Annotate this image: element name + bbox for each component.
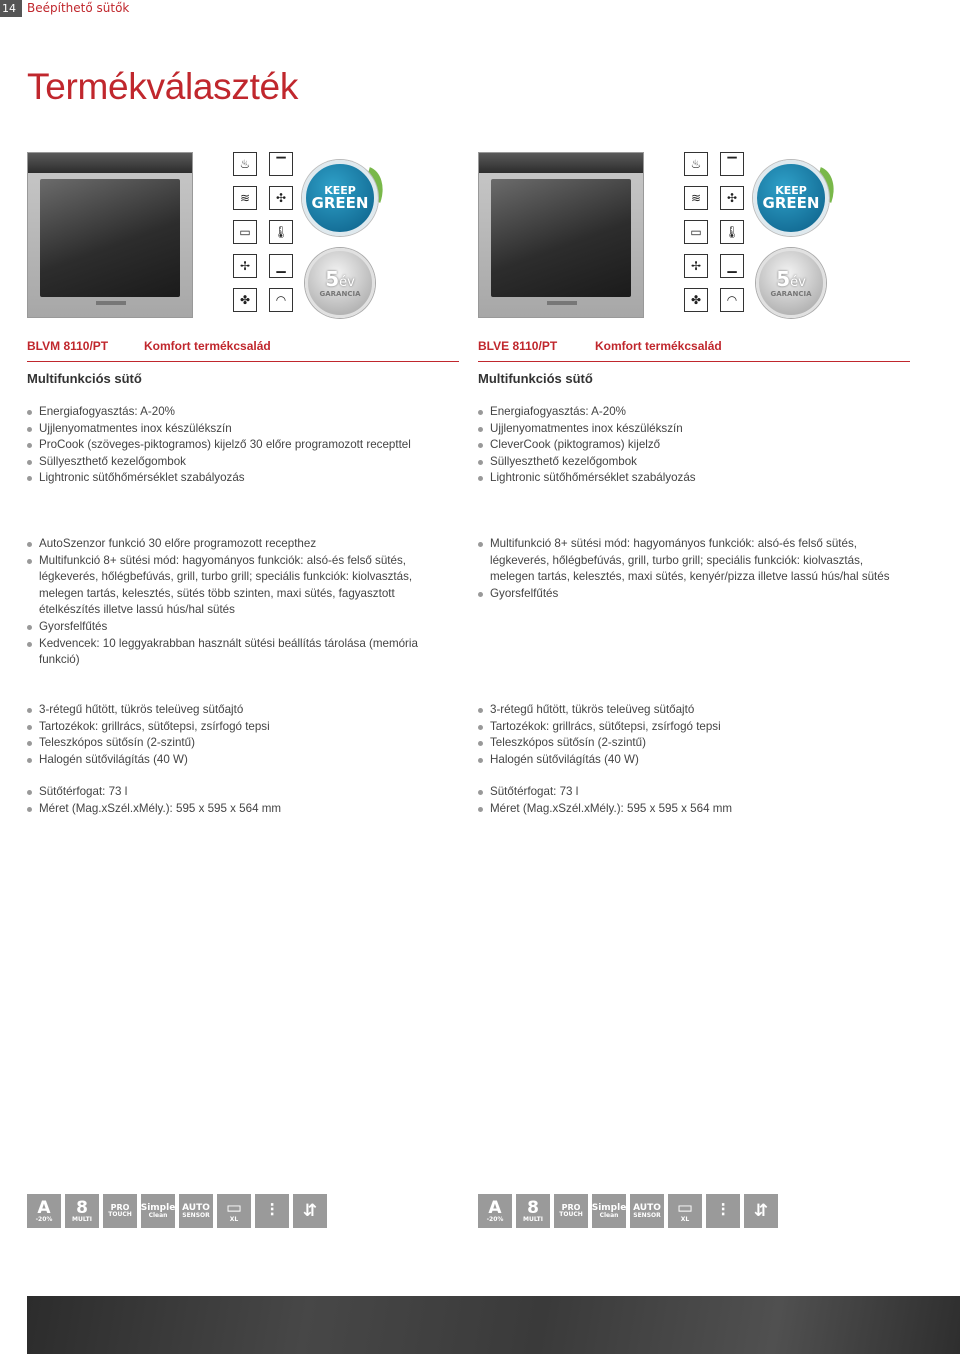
keep-label: KEEP [775, 184, 807, 197]
feature-item: Méret (Mag.xSzél.xMély.): 595 x 595 x 564 mm [478, 801, 910, 818]
icon-main-label: AUTO [633, 1202, 661, 1213]
feature-item: Multifunkció 8+ sütési mód: hagyományos funkciók: alsó-és felső sütés, légkeverés, hőlégbefúvás, grill, turbo grill; speciális funkciók: kiolvasztás, melegen tartás, kelesztés, maxi sütés, kenyér/pizza illetve lassú hús/hal sütés [478, 536, 910, 586]
feature-list-main [27, 404, 459, 487]
feature-item: Lightronic sütőhőmérséklet szabályozás [27, 470, 459, 487]
green-label: GREEN [311, 194, 369, 212]
icon-main-label: ⇵ [302, 1200, 318, 1221]
feature-item: Lightronic sütőhőmérséklet szabályozás [478, 470, 910, 487]
icon-main-label: 8 [527, 1197, 539, 1218]
bread-icon: ◠ [720, 288, 744, 312]
xl-tray-icon: ▭ [233, 220, 257, 244]
icon-sub-label: MULTI [72, 1215, 92, 1223]
feature-item: AutoSzenzor funkció 30 előre programozott recepthez [27, 536, 459, 553]
pizza-function-icon: ♨ [233, 152, 257, 176]
icon-main-label: ▭ [225, 1197, 243, 1218]
page-number: 14 [0, 0, 22, 17]
bottom-heat-icon: ▁ [269, 254, 293, 278]
feature-item: 3-rétegű hűtött, tükrös teleüveg sütőajtó [478, 702, 910, 719]
pizza-function-icon: ♨ [684, 152, 708, 176]
feature-list-main [478, 404, 910, 487]
multi8-icon [65, 1194, 99, 1228]
icon-main-label: ⫶ [269, 1200, 275, 1221]
procook-icon [103, 1194, 137, 1228]
fan-icon: ✢ [684, 254, 708, 278]
keep-green-badge [302, 160, 378, 236]
bottom-heat-icon: ▁ [720, 254, 744, 278]
feature-item: Tartozékok: grillrács, sütőtepsi, zsírfogó tepsi [27, 719, 459, 736]
product-type: Multifunkciós sütő [27, 371, 142, 386]
icon-sub-label: -20% [35, 1215, 53, 1223]
xl-tray-icon: ▭ [684, 220, 708, 244]
product-family: Komfort termékcsalád [144, 339, 271, 353]
icon-sub-label: SENSOR [182, 1211, 210, 1219]
icon-main-label: ⇵ [753, 1200, 769, 1221]
keep-label: KEEP [324, 184, 356, 197]
warranty-unit: év [339, 274, 355, 290]
icon-main-label: Simple [140, 1202, 176, 1213]
auto-sensor-icon [179, 1194, 213, 1228]
section-rule [478, 361, 910, 362]
simple-clean-icon [141, 1194, 175, 1228]
energy-icon [27, 1194, 61, 1228]
procook-icon [554, 1194, 588, 1228]
warranty-label: GARANCIA [319, 289, 361, 298]
function-pictogram-grid [684, 152, 744, 312]
stone-footer-band [27, 1296, 960, 1354]
feature-item: Kedvencek: 10 leggyakrabban használt sütési beállítás tárolása (memória funkció) [27, 636, 459, 669]
feature-list-dimensions [27, 784, 459, 817]
warranty-label: GARANCIA [770, 289, 812, 298]
feature-item: Sütőtérfogat: 73 l [478, 784, 910, 801]
feature-item: Multifunkció 8+ sütési mód: hagyományos funkciók: alsó-és felső sütés, légkeverés, hőlégbefúvás, grill, turbo grill; speciális funkciók: kiolvasztás, melegen tartás, kelesztés, sütés több szinten, maxi sütés, fagyasztott ételkészítés illetve lassú hús/hal sütés [27, 553, 459, 619]
xl-icon [668, 1194, 702, 1228]
feature-item: Ujjlenyomatmentes inox készülékszín [27, 421, 459, 438]
warranty-years: 5 [776, 266, 791, 291]
feature-item: Gyorsfelfűtés [27, 619, 459, 636]
function-pictogram-grid [233, 152, 293, 312]
feature-icon-strip [27, 1194, 327, 1228]
auto-sensor-icon [630, 1194, 664, 1228]
feature-item: Energiafogyasztás: A-20% [478, 404, 910, 421]
product-family: Komfort termékcsalád [595, 339, 722, 353]
icon-main-label: A [37, 1197, 51, 1218]
feature-item: Süllyeszthető kezelőgombok [478, 454, 910, 471]
icon-sub-label: SENSOR [633, 1211, 661, 1219]
top-heat-icon: ▔ [269, 152, 293, 176]
icon-sub-label: -20% [486, 1215, 504, 1223]
icon-sub-label: Clean [599, 1211, 619, 1219]
green-label: GREEN [762, 194, 820, 212]
warranty-badge [305, 248, 375, 318]
warranty-years: 5 [325, 266, 340, 291]
feature-item: 3-rétegű hűtött, tükrös teleüveg sütőajtó [27, 702, 459, 719]
fan-grill-icon: ✣ [720, 186, 744, 210]
thermometer-icon: 🌡 [720, 220, 744, 244]
xl-icon [217, 1194, 251, 1228]
feature-list-equipment [27, 702, 459, 768]
feature-item: Gyorsfelfűtés [478, 586, 910, 603]
icon-main-label: AUTO [182, 1202, 210, 1213]
turbo-fan-icon: ✤ [684, 288, 708, 312]
product-type: Multifunkciós sütő [478, 371, 593, 386]
icon-main-label: PRO [561, 1203, 581, 1212]
multi8-icon [516, 1194, 550, 1228]
feature-item: ProCook (szöveges-piktogramos) kijelző 30 előre programozott recepttel [27, 437, 459, 454]
convection-icon: ≋ [684, 186, 708, 210]
icon-sub-label: XL [680, 1215, 690, 1223]
section-title: Beépíthető sütők [27, 1, 130, 15]
energy-icon [478, 1194, 512, 1228]
grill-icon [706, 1194, 740, 1228]
simple-clean-icon [592, 1194, 626, 1228]
model-name: BLVE 8110/PT [478, 339, 558, 353]
turbo-fan-icon: ✤ [233, 288, 257, 312]
keep-green-badge [753, 160, 829, 236]
oven-image [27, 152, 193, 318]
fan-grill-icon: ✣ [269, 186, 293, 210]
feature-item: Halogén sütővilágítás (40 W) [27, 752, 459, 769]
telescopic-icon [744, 1194, 778, 1228]
icon-main-label: 8 [76, 1197, 88, 1218]
model-name: BLVM 8110/PT [27, 339, 109, 353]
icon-main-label: ▭ [676, 1197, 694, 1218]
feature-list-functions [27, 536, 459, 669]
feature-item: Teleszkópos sütősín (2-szintű) [27, 735, 459, 752]
top-heat-icon: ▔ [720, 152, 744, 176]
thermometer-icon: 🌡 [269, 220, 293, 244]
icon-main-label: Simple [591, 1202, 627, 1213]
grill-icon [255, 1194, 289, 1228]
feature-item: Méret (Mag.xSzél.xMély.): 595 x 595 x 564 mm [27, 801, 459, 818]
bread-icon: ◠ [269, 288, 293, 312]
icon-sub-label: TOUCH [559, 1211, 583, 1218]
feature-item: Teleszkópos sütősín (2-szintű) [478, 735, 910, 752]
icon-sub-label: MULTI [523, 1215, 543, 1223]
oven-image [478, 152, 644, 318]
icon-main-label: PRO [110, 1203, 130, 1212]
feature-item: CleverCook (piktogramos) kijelző [478, 437, 910, 454]
convection-icon: ≋ [233, 186, 257, 210]
feature-icon-strip [478, 1194, 778, 1228]
feature-list-equipment [478, 702, 910, 768]
feature-list-functions [478, 536, 910, 602]
icon-main-label: ⫶ [720, 1200, 726, 1221]
feature-item: Energiafogyasztás: A-20% [27, 404, 459, 421]
feature-item: Sütőtérfogat: 73 l [27, 784, 459, 801]
icon-sub-label: Clean [148, 1211, 168, 1219]
section-rule [27, 361, 459, 362]
feature-list-dimensions [478, 784, 910, 817]
fan-icon: ✢ [233, 254, 257, 278]
telescopic-icon [293, 1194, 327, 1228]
feature-item: Süllyeszthető kezelőgombok [27, 454, 459, 471]
icon-main-label: A [488, 1197, 502, 1218]
feature-item: Tartozékok: grillrács, sütőtepsi, zsírfogó tepsi [478, 719, 910, 736]
feature-item: Ujjlenyomatmentes inox készülékszín [478, 421, 910, 438]
warranty-unit: év [790, 274, 806, 290]
icon-sub-label: TOUCH [108, 1211, 132, 1218]
page-title: Termékválaszték [27, 66, 299, 107]
feature-item: Halogén sütővilágítás (40 W) [478, 752, 910, 769]
warranty-badge [756, 248, 826, 318]
icon-sub-label: XL [229, 1215, 239, 1223]
